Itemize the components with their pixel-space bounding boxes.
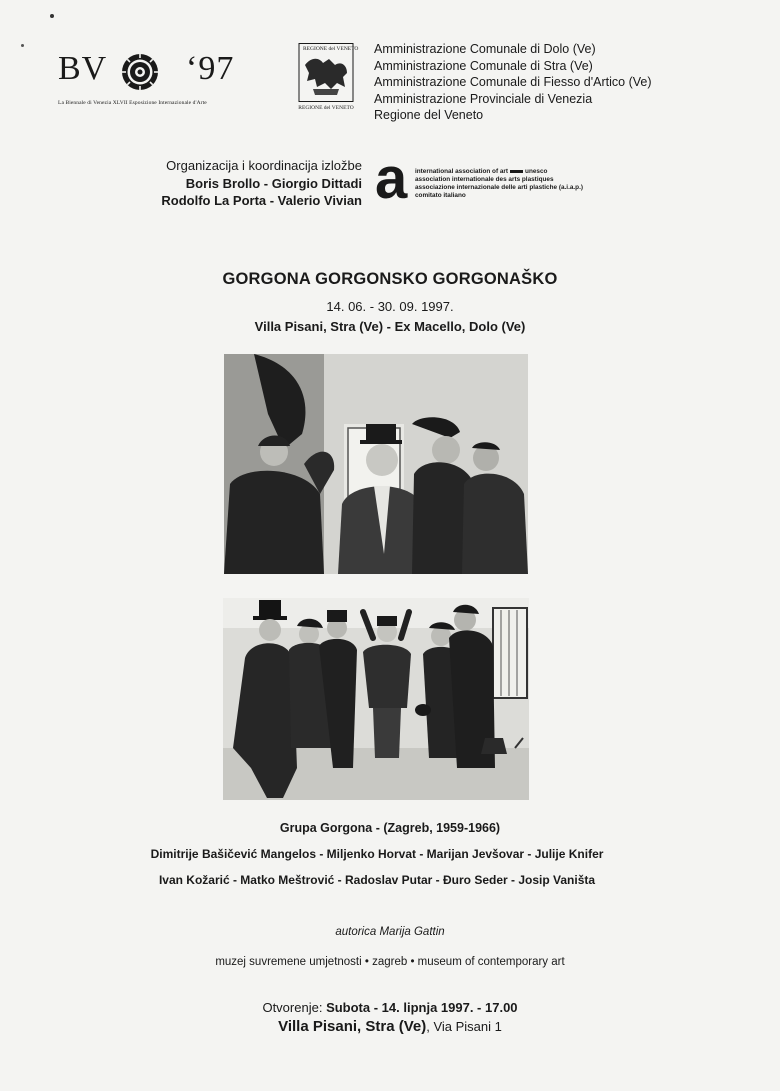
scan-speck: [50, 14, 54, 18]
photo-bottom-illustration: [223, 598, 529, 800]
administration-item: Amministrazione Comunale di Stra (Ve): [374, 58, 593, 73]
group-members-line: Ivan Kožarić - Matko Meštrović - Radoslav Putar - Đuro Seder - Josip Vaništa: [158, 873, 596, 887]
lion-crest-icon: [295, 43, 357, 103]
group-photo-top: [224, 354, 528, 574]
address-place: Villa Pisani, Stra (Ve): [278, 1018, 427, 1035]
biennale-logo: [58, 50, 248, 112]
group-members-line: Dimitrije Bašičević Mangelos - Miljenko Horvat - Marijan Jevšovar - Julije Knifer: [150, 847, 604, 861]
administration-item: Amministrazione Comunale di Fiesso d'Artico (Ve): [374, 75, 652, 89]
administration-item: Amministrazione Provinciale di Venezia: [374, 91, 593, 106]
opening-datetime: Subota - 14. lipnja 1997. - 17.00: [326, 1000, 518, 1015]
group-name: Grupa Gorgona - (Zagreb, 1959-1966): [279, 821, 501, 835]
opening-label: Otvorenje:: [262, 1000, 323, 1015]
author-credit: [0, 926, 780, 938]
photo-top-illustration: [224, 354, 528, 574]
crest-title: REGIONE del VENETO: [303, 46, 359, 52]
author-label: autorica: [335, 926, 377, 938]
unesco-bar-icon: [510, 170, 523, 173]
address-street: , Via Pisani 1: [426, 1019, 502, 1034]
gear-emblem-icon: [120, 52, 160, 92]
exhibition-dates: 14. 06. - 30. 09. 1997.: [326, 299, 454, 314]
opening-info: [0, 1000, 780, 1015]
author-name: Marija Gattin: [379, 926, 445, 938]
organizers-line: Boris Brollo - Giorgio Dittadi: [185, 175, 362, 191]
iaa-text: [415, 168, 583, 200]
organizers-line: Rodolfo La Porta - Valerio Vivian: [161, 193, 362, 208]
organizers: [120, 157, 362, 210]
group-photo-bottom: [223, 598, 529, 800]
scan-speck: [21, 44, 24, 47]
iaa-logo-letter: a: [375, 146, 408, 211]
administration-list: [374, 41, 652, 124]
iaa-line: unesco: [525, 168, 548, 175]
administration-item: Amministrazione Comunale di Dolo (Ve): [374, 42, 596, 56]
crest-caption: REGIONE del VENETO: [298, 105, 354, 111]
bv-letters: BV: [58, 50, 108, 87]
exhibition-title: GORGONA GORGONSKO GORGONAŠKO: [222, 270, 558, 288]
bv-year: ‘97: [186, 50, 235, 87]
iaa-line: comitato italiano: [415, 192, 466, 199]
opening-address: [0, 1018, 780, 1035]
iaa-line: associazione internazionale delle arti plastiche (a.i.a.p.): [415, 184, 583, 191]
administration-item: Regione del Veneto: [374, 108, 484, 122]
museum-credit: muzej suvremene umjetnosti • zagreb • museum of contemporary art: [215, 956, 565, 968]
organizers-heading: Organizacija i koordinacija izložbe: [166, 158, 362, 173]
biennale-caption: La Biennale di Venezia XLVII Esposizione Internazionale d'Arte: [58, 100, 207, 106]
exhibition-venue: Villa Pisani, Stra (Ve) - Ex Macello, Dolo (Ve): [254, 319, 526, 334]
iaa-line: international association of art: [415, 168, 509, 175]
regione-veneto-crest: [295, 43, 357, 117]
iaa-line: association internationale des arts plastiques: [415, 176, 554, 183]
